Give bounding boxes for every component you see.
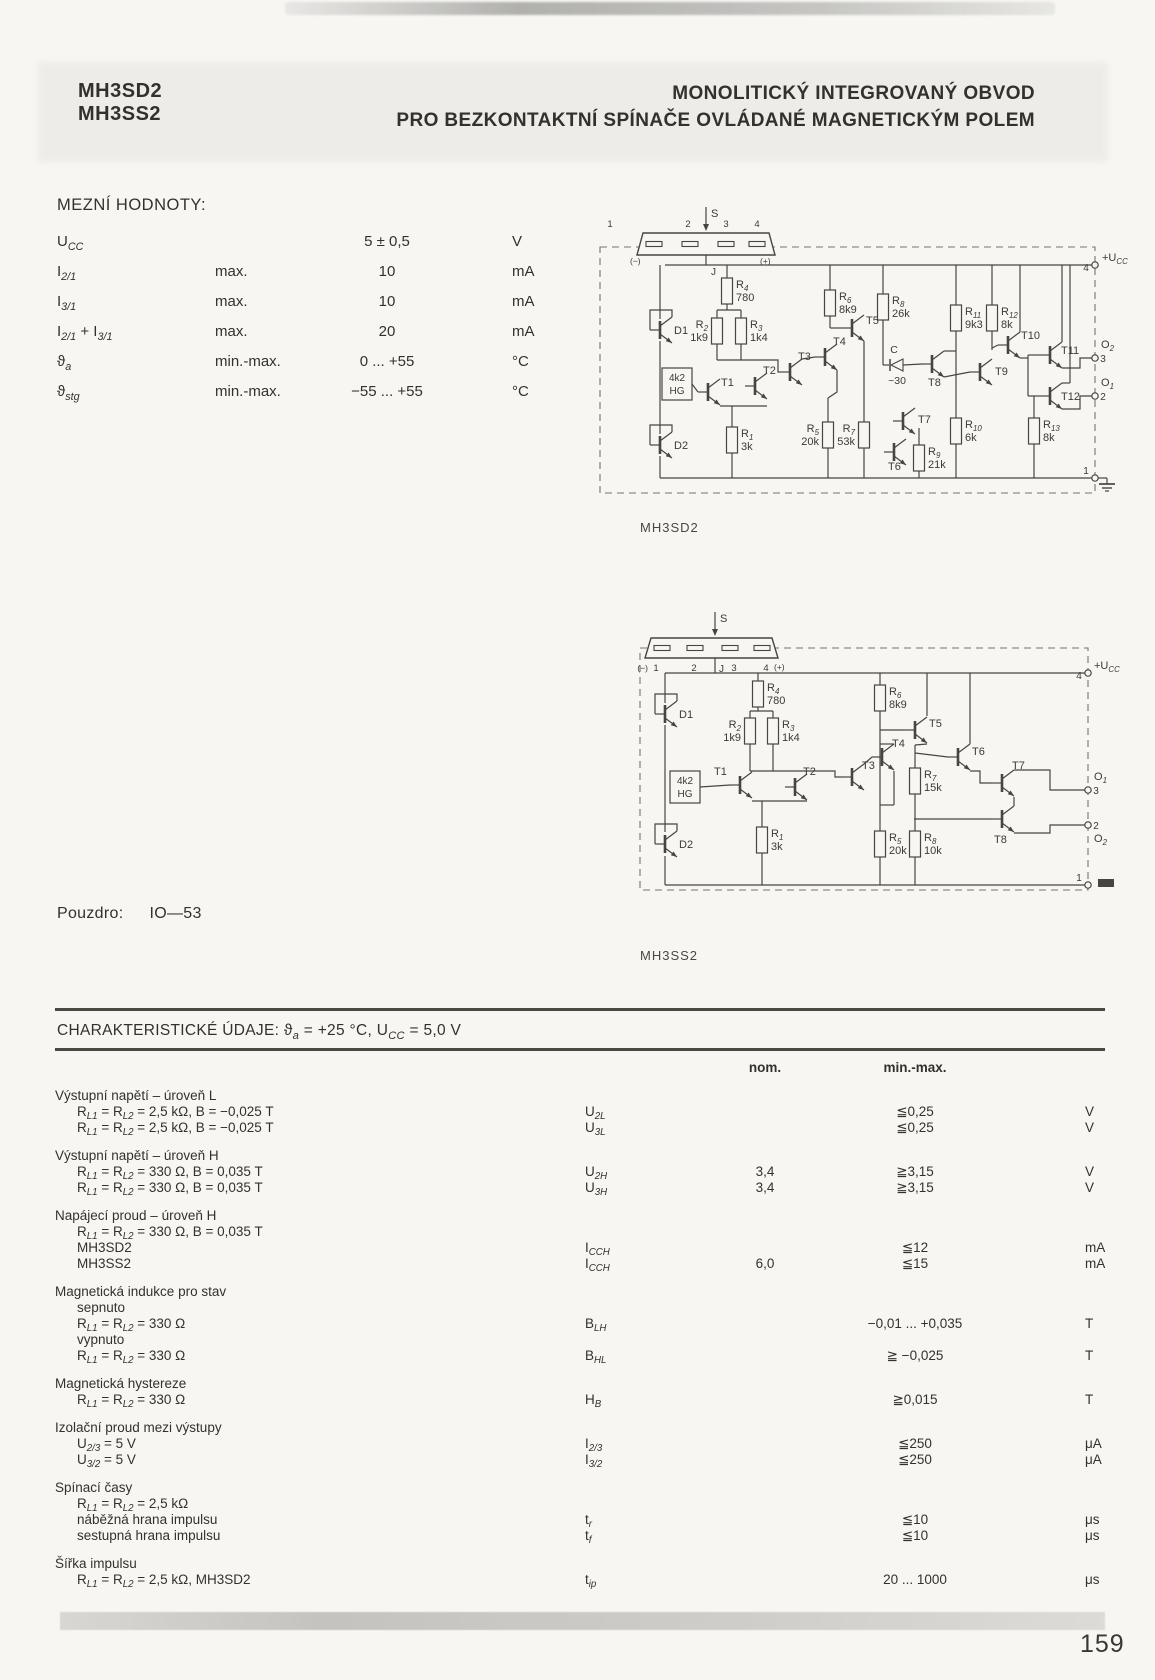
row-nominal: 3,4 — [755, 1164, 775, 1179]
column-header-nom: nom. — [748, 1060, 782, 1075]
wire — [915, 744, 927, 745]
resistor-name: $R_6$ — [839, 291, 852, 305]
row-symbol: $t_r$ — [585, 1512, 593, 1531]
scan-artifact — [60, 1612, 1105, 1630]
resistor-name: $R_7$ — [842, 423, 855, 437]
terminal-label: $O_1$ — [1094, 771, 1107, 785]
row-condition: $R_{L1} = R_{L2} = 330$ Ω — [77, 1348, 186, 1367]
resistor-R13 — [1029, 418, 1040, 444]
resistor-name: $R_4$ — [767, 682, 780, 696]
wire — [1014, 825, 1088, 833]
transistor-name: T4 — [892, 738, 905, 750]
limit-values-section — [57, 196, 597, 407]
transistor-name: T5 — [866, 315, 879, 327]
table-row — [55, 1164, 1115, 1183]
limit-condition: max. — [215, 263, 248, 280]
limit-row — [57, 347, 597, 377]
terminal — [1085, 670, 1091, 676]
terminal-number: 3 — [1100, 354, 1106, 365]
limit-unit: mA — [512, 263, 535, 280]
table-row — [55, 1104, 1115, 1123]
terminal — [1092, 355, 1098, 361]
group-heading: Izolační proud mezi výstupy — [55, 1420, 222, 1435]
group-heading: Výstupní napětí – úroveň L — [55, 1088, 217, 1103]
limit-value: 20 — [378, 323, 396, 340]
group-heading: Šířka impulsu — [55, 1556, 137, 1571]
limit-value: 5 ± 0,5 — [364, 233, 410, 250]
transistor-name: T5 — [929, 718, 942, 730]
resistor-R4 — [753, 681, 764, 707]
row-symbol: $t_{ip}$ — [585, 1572, 597, 1591]
transistor-name: T11 — [1061, 345, 1080, 357]
limit-row — [57, 377, 597, 407]
transistor-name: T8 — [994, 834, 1007, 846]
row-minmax: ≦0,25 — [896, 1104, 934, 1119]
row-symbol: $I_{3/2}$ — [585, 1452, 603, 1471]
table-row — [55, 1180, 1115, 1199]
terminal-label: $+U_{CC}$ — [1094, 660, 1120, 674]
terminal-number: 4 — [1083, 263, 1089, 274]
row-symbol: $I_{CCH}$ — [585, 1256, 610, 1275]
wire — [915, 753, 948, 757]
limit-symbol: $ϑ_{stg}$ — [57, 383, 80, 403]
resistor-R3 — [768, 718, 779, 744]
limit-value: 10 — [378, 293, 396, 310]
row-condition: $R_{L1} = R_{L2} = 330$ Ω, B = 0,035 T — [77, 1164, 263, 1183]
table-row — [55, 1240, 1115, 1259]
row-minmax: 20 ... 1000 — [883, 1572, 947, 1587]
table-row — [55, 1512, 1115, 1531]
resistor-R4 — [722, 278, 733, 304]
resistor-value: 1k4 — [750, 332, 768, 344]
part-numbers — [78, 80, 162, 126]
group-heading: Spínací časy — [55, 1480, 133, 1495]
title-line-2: PRO BEZKONTAKTNÍ SPÍNAČE OVLÁDANÉ MAGNETICKÝM POLEM — [396, 110, 1035, 131]
transistor-name: D1 — [674, 325, 689, 337]
resistor-name: $R_{11}$ — [965, 306, 982, 320]
resistor-value: 8k — [1001, 319, 1013, 331]
transistor-name: D2 — [674, 440, 689, 452]
row-nominal: 6,0 — [755, 1256, 775, 1271]
package-pin-number: 1 — [607, 219, 613, 230]
table-group — [55, 1556, 1115, 1591]
transistor-name: T10 — [1021, 330, 1040, 342]
wire — [944, 372, 970, 377]
table-row — [55, 1436, 1115, 1455]
row-condition: $R_{L1} = R_{L2} = 2,5$ kΩ — [77, 1496, 189, 1515]
package-pin-number: 2 — [685, 219, 691, 230]
field-label: S — [720, 613, 728, 625]
transistor-name: T9 — [995, 366, 1008, 378]
group-heading: Výstupní napětí – úroveň H — [55, 1148, 219, 1163]
column-header-minmax: min.-max. — [883, 1060, 947, 1075]
row-minmax: ≦10 — [901, 1528, 929, 1543]
table-row — [55, 1120, 1115, 1139]
row-unit: T — [1085, 1316, 1094, 1331]
resistor-R10 — [951, 418, 962, 444]
table-row — [55, 1392, 1115, 1411]
row-condition: vypnuto — [77, 1332, 125, 1347]
schematic-mh3ss2 — [590, 575, 1130, 920]
polarity-plus: (+) — [774, 662, 785, 672]
resistor-name: $R_{12}$ — [1001, 306, 1018, 320]
table-row — [55, 1332, 1115, 1348]
limit-unit: V — [512, 233, 523, 250]
table-row — [55, 1452, 1115, 1471]
transistor-name: T2 — [763, 365, 776, 377]
limit-unit: mA — [512, 293, 535, 310]
resistor-value: 1k9 — [723, 732, 741, 744]
row-condition: sestupná hrana impulsu — [77, 1528, 221, 1543]
table-group — [55, 1376, 1115, 1411]
row-minmax: ≦0,25 — [896, 1120, 934, 1135]
wire — [992, 345, 998, 348]
resistor-name: $R_6$ — [889, 686, 902, 700]
limit-symbol: $I_{2/1} + I_{3/1}$ — [57, 323, 113, 343]
row-unit: V — [1085, 1120, 1095, 1135]
table-row — [55, 1496, 1115, 1515]
table-row — [55, 1256, 1115, 1275]
transistor-name: T2 — [803, 766, 816, 778]
limit-value: −55 ... +55 — [351, 383, 423, 400]
row-symbol: $U_{2H}$ — [585, 1164, 608, 1183]
resistor-name: $R_2$ — [728, 719, 741, 733]
row-condition: MH3SD2 — [77, 1240, 132, 1255]
table-group — [55, 1420, 1115, 1471]
resistor-R9 — [914, 445, 925, 471]
limit-unit: mA — [512, 323, 535, 340]
transistor-name: T6 — [972, 746, 985, 758]
package-pin-number: 3 — [723, 219, 729, 230]
table-row — [55, 1224, 1115, 1243]
table-group — [55, 1088, 1115, 1139]
row-condition: MH3SS2 — [77, 1256, 132, 1271]
transistor-name: T7 — [918, 414, 931, 426]
table-group — [55, 1284, 1115, 1367]
transistor-name: T3 — [862, 760, 875, 772]
row-minmax: ≧0,015 — [892, 1392, 938, 1407]
row-unit: μs — [1085, 1528, 1100, 1543]
resistor-name: $R_3$ — [750, 319, 763, 333]
polarity-plus: (+) — [760, 256, 771, 266]
limit-symbol: $I_{3/1}$ — [57, 293, 77, 313]
row-condition: sepnuto — [77, 1300, 126, 1315]
terminal — [1092, 393, 1098, 399]
package-info — [57, 905, 202, 923]
row-symbol: $B_{LH}$ — [585, 1316, 607, 1335]
ground-icon — [1098, 879, 1114, 887]
limit-value: 0 ... +55 — [359, 353, 415, 370]
row-symbol: $U_{3H}$ — [585, 1180, 608, 1199]
resistor-name: $R_1$ — [771, 828, 784, 842]
terminal-number: 2 — [1093, 821, 1099, 832]
resistor-value: 20k — [801, 436, 819, 448]
title-line-1: MONOLITICKÝ INTEGROVANÝ OBVOD — [672, 83, 1035, 104]
wire — [903, 364, 922, 365]
resistor-R7 — [910, 768, 921, 794]
row-condition: $R_{L1} = R_{L2} = 330$ Ω — [77, 1316, 186, 1335]
resistor-value: 3k — [741, 441, 753, 453]
resistor-value: 8k9 — [889, 699, 907, 711]
resistor-value: 780 — [767, 695, 786, 707]
row-unit: μs — [1085, 1512, 1100, 1527]
limits-title: MEZNÍ HODNOTY: — [57, 196, 207, 214]
terminal-number: 2 — [1100, 392, 1106, 403]
row-unit: mA — [1085, 1240, 1106, 1255]
wire — [700, 785, 730, 787]
table-group — [55, 1480, 1115, 1547]
row-minmax: ≦15 — [901, 1256, 929, 1271]
resistor-name: $R_5$ — [889, 832, 902, 846]
terminal — [1092, 262, 1098, 268]
row-symbol: $t_f$ — [585, 1528, 592, 1547]
limit-row — [57, 227, 597, 257]
table-rule-mid — [55, 1048, 1105, 1051]
row-condition: $R_{L1} = R_{L2} = 2,5$ kΩ, MH3SD2 — [77, 1572, 251, 1591]
char-table-title: CHARAKTERISTICKÉ ÚDAJE: $ϑ_a = +25$ °C, $U_{CC} = 5,0$ V — [57, 1022, 462, 1042]
terminal — [1085, 787, 1091, 793]
wire — [828, 370, 837, 398]
wire — [970, 771, 992, 783]
limit-condition: min.-max. — [215, 383, 281, 400]
limit-symbol: $U_{CC}$ — [57, 233, 84, 253]
limit-value: 10 — [378, 263, 396, 280]
polarity-minus: (−) — [637, 663, 648, 673]
transistor-name: T1 — [714, 766, 727, 778]
terminal-number: 4 — [1076, 671, 1082, 682]
resistor-name: $R_{10}$ — [965, 419, 982, 433]
row-condition: $U_{2/3} = 5$ V — [77, 1436, 136, 1455]
package-outline — [637, 233, 775, 255]
row-condition: $R_{L1} = R_{L2} = 2,5$ kΩ, B = −0,025 T — [77, 1104, 274, 1123]
row-minmax: ≦250 — [898, 1452, 932, 1467]
table-row — [55, 1300, 1115, 1316]
resistor-R8 — [910, 831, 921, 857]
row-unit: V — [1085, 1180, 1095, 1195]
limit-unit: °C — [512, 383, 529, 400]
resistor-R11 — [951, 305, 962, 331]
package-pin-number: 4 — [763, 663, 769, 674]
row-minmax: ≦250 — [898, 1436, 932, 1451]
resistor-value: 21k — [928, 459, 946, 471]
row-unit: V — [1085, 1104, 1095, 1119]
package-label: Pouzdro: — [57, 905, 124, 922]
transistor-name: T3 — [798, 351, 811, 363]
resistor-name: $R_4$ — [736, 279, 749, 293]
resistor-value: 780 — [736, 292, 755, 304]
row-nominal: 3,4 — [755, 1180, 775, 1195]
limit-symbol: $I_{2/1}$ — [57, 263, 77, 283]
row-symbol: $U_{2L}$ — [585, 1104, 606, 1123]
field-label: S — [711, 208, 719, 220]
terminal-number: 1 — [1083, 466, 1089, 477]
package-pin-number: 4 — [754, 219, 760, 230]
resistor-name: $R_8$ — [924, 832, 937, 846]
part-number-1: MH3SD2 — [78, 80, 163, 102]
wire — [1062, 358, 1095, 368]
group-heading: Magnetická hystereze — [55, 1376, 187, 1391]
package-outline — [645, 638, 778, 658]
resistor-R2 — [745, 718, 756, 744]
capacitor-value: ~30 — [888, 375, 906, 387]
hall-generator-name: HG — [677, 789, 693, 800]
table-group — [55, 1148, 1115, 1199]
resistor-name: $R_{13}$ — [1043, 419, 1060, 433]
resistor-name: $R_5$ — [806, 423, 819, 437]
wire — [1014, 770, 1088, 790]
resistor-value: 1k4 — [782, 732, 800, 744]
table-row — [55, 1528, 1115, 1547]
limit-row — [57, 257, 597, 287]
resistor-value: 53k — [837, 436, 855, 448]
resistor-value: 3k — [771, 841, 783, 853]
resistor-R5 — [823, 422, 834, 448]
resistor-value: 10k — [924, 845, 942, 857]
resistor-value: 20k — [889, 845, 907, 857]
resistor-R6 — [825, 290, 836, 316]
row-minmax: −0,01 ... +0,035 — [867, 1316, 963, 1331]
transistor-name: T12 — [1061, 391, 1080, 403]
transistor-name: T1 — [721, 377, 734, 389]
row-unit: V — [1085, 1164, 1095, 1179]
row-condition: $R_{L1} = R_{L2} = 2,5$ kΩ, B = −0,025 T — [77, 1120, 274, 1139]
transistor-name: T4 — [833, 336, 846, 348]
row-condition: náběžná hrana impulsu — [77, 1512, 218, 1527]
transistor-name: D2 — [679, 839, 694, 851]
polarity-minus: (−) — [630, 256, 641, 266]
resistor-R3 — [736, 318, 747, 344]
terminal — [1085, 822, 1091, 828]
limit-condition: max. — [215, 323, 248, 340]
row-unit: T — [1085, 1348, 1094, 1363]
row-minmax: ≦10 — [901, 1512, 929, 1527]
package-pin-number: 3 — [731, 663, 737, 674]
row-condition: $R_{L1} = R_{L2} = 330$ Ω — [77, 1392, 186, 1411]
hall-generator-name: HG — [669, 386, 685, 397]
current-label: J — [711, 267, 716, 278]
resistor-name: $R_9$ — [928, 446, 941, 460]
resistor-name: $R_7$ — [924, 769, 937, 783]
resistor-value: 15k — [924, 782, 942, 794]
row-minmax: ≧3,15 — [896, 1180, 934, 1195]
package-pin-number: 1 — [653, 663, 659, 674]
limit-row — [57, 317, 597, 347]
terminal-label: $O_2$ — [1094, 833, 1107, 847]
limit-symbol: $ϑ_a$ — [57, 353, 72, 373]
row-symbol: $I_{CCH}$ — [585, 1240, 610, 1259]
hall-generator-value: 4k2 — [676, 776, 694, 787]
group-heading: Napájecí proud – úroveň H — [55, 1208, 217, 1223]
transistor-name: T6 — [888, 461, 901, 473]
resistor-value: 26k — [892, 308, 910, 320]
row-minmax: ≦12 — [901, 1240, 929, 1255]
transistor-name: D1 — [679, 709, 694, 721]
resistor-name: $R_3$ — [782, 719, 795, 733]
page-title — [335, 80, 1035, 134]
schematic-caption-mh3ss2: MH3SS2 — [640, 948, 699, 963]
resistor-R8 — [878, 294, 889, 320]
row-unit: μA — [1085, 1436, 1102, 1451]
limit-condition: min.-max. — [215, 353, 281, 370]
row-condition: $R_{L1} = R_{L2} = 330$ Ω, B = 0,035 T — [77, 1180, 263, 1199]
terminal — [1092, 475, 1098, 481]
transistor-name: T8 — [928, 377, 941, 389]
row-unit: μA — [1085, 1452, 1102, 1467]
table-group — [55, 1208, 1115, 1275]
row-minmax: ≧3,15 — [896, 1164, 934, 1179]
resistor-value: 9k3 — [965, 319, 983, 331]
capacitor-name: C — [890, 344, 898, 356]
terminal-label: $+U_{CC}$ — [1102, 252, 1128, 266]
terminal-label: $O_2$ — [1101, 339, 1114, 353]
resistor-R7 — [859, 422, 870, 448]
row-minmax: ≧ −0,025 — [886, 1348, 944, 1363]
row-symbol: $I_{2/3}$ — [585, 1436, 603, 1455]
resistor-R5 — [875, 831, 886, 857]
package-pin-number: 2 — [691, 663, 697, 674]
transistor-name: T7 — [1012, 760, 1025, 772]
limit-unit: °C — [512, 353, 529, 370]
row-condition: $U_{3/2} = 5$ V — [77, 1452, 136, 1471]
resistor-value: 8k — [1043, 432, 1055, 444]
resistor-R2 — [712, 318, 723, 344]
table-row — [55, 1316, 1115, 1335]
resistor-value: 1k9 — [690, 332, 708, 344]
row-symbol: $B_{HL}$ — [585, 1348, 607, 1367]
row-condition: $R_{L1} = R_{L2} = 330$ Ω, B = 0,035 T — [77, 1224, 263, 1243]
resistor-value: 8k9 — [839, 304, 857, 316]
limit-condition: max. — [215, 293, 248, 310]
table-rule-top — [55, 1008, 1105, 1011]
terminal — [1085, 882, 1091, 888]
limits-rows — [57, 227, 597, 407]
resistor-R6 — [875, 685, 886, 711]
terminal-number: 1 — [1076, 873, 1082, 884]
scan-artifact — [285, 2, 1055, 15]
package-value: IO—53 — [149, 905, 202, 922]
resistor-R12 — [987, 305, 998, 331]
resistor-name: $R_2$ — [695, 319, 708, 333]
schematic-caption-mh3sd2: MH3SD2 — [640, 520, 699, 535]
wire — [692, 384, 698, 392]
current-label: J — [719, 664, 724, 675]
row-unit: mA — [1085, 1256, 1106, 1271]
part-number-2: MH3SS2 — [78, 103, 162, 125]
hall-generator-value: 4k2 — [668, 373, 686, 384]
row-symbol: $H_B$ — [585, 1392, 602, 1411]
char-groups — [55, 1076, 1115, 1591]
table-row — [55, 1572, 1115, 1591]
resistor-name: $R_1$ — [741, 428, 754, 442]
resistor-name: $R_8$ — [892, 295, 905, 309]
terminal-number: 3 — [1093, 786, 1099, 797]
row-symbol: $U_{3L}$ — [585, 1120, 606, 1139]
resistor-value: 6k — [965, 432, 977, 444]
resistor-R1 — [757, 827, 768, 853]
limit-row — [57, 287, 597, 317]
resistor-R1 — [727, 427, 738, 453]
page-number: 159 — [1080, 1630, 1125, 1658]
table-row — [55, 1348, 1115, 1367]
group-heading: Magnetická indukce pro stav — [55, 1284, 227, 1299]
terminal-label: $O_1$ — [1101, 377, 1114, 391]
schematic-mh3sd2 — [590, 200, 1130, 505]
row-unit: T — [1085, 1392, 1094, 1407]
row-unit: μs — [1085, 1572, 1100, 1587]
